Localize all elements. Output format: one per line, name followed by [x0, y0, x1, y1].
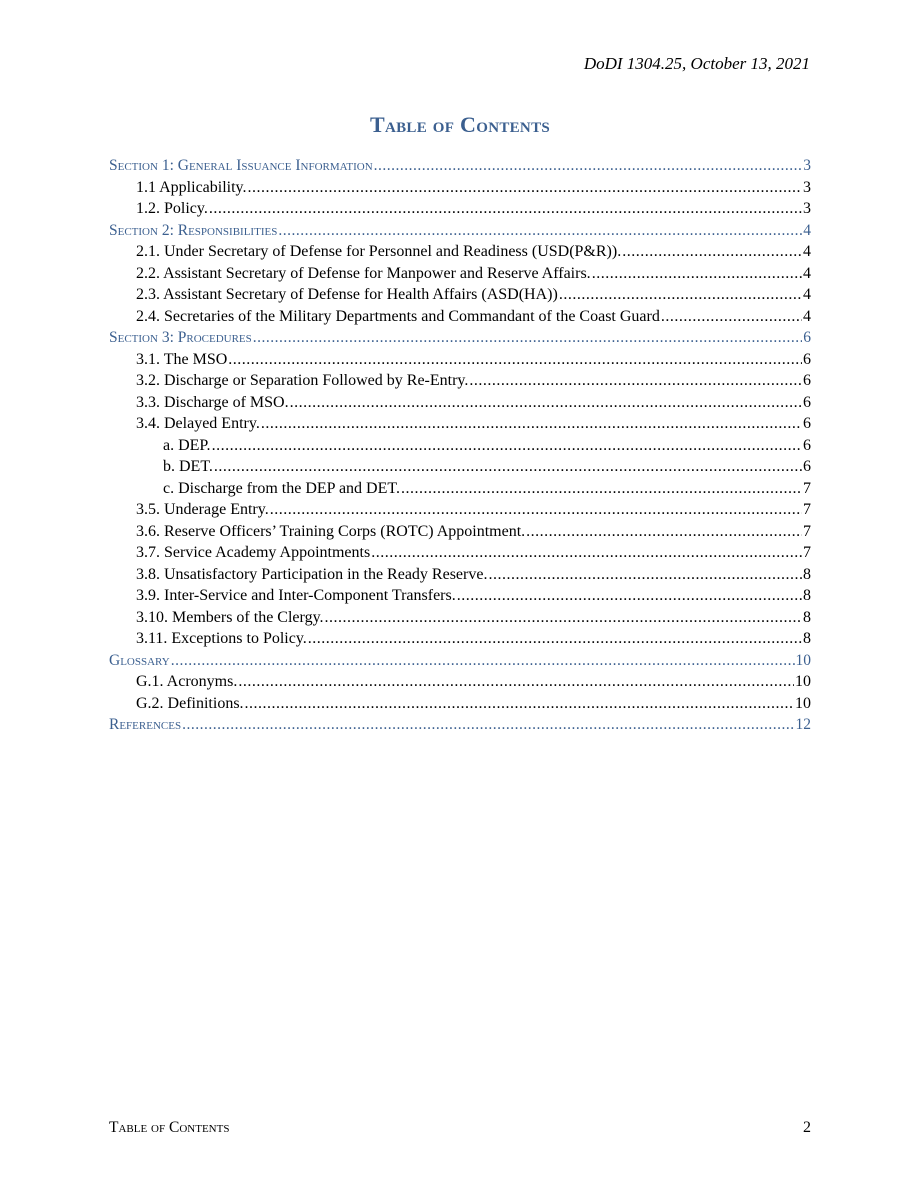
- toc-page-number: 7: [803, 501, 811, 518]
- toc-section-link[interactable]: [109, 329, 811, 351]
- toc-section-link[interactable]: [109, 652, 811, 674]
- toc-entry-link[interactable]: [109, 437, 811, 459]
- toc-section-link[interactable]: [109, 716, 811, 738]
- toc-entry-label: 3.6. Reserve Officers’ Training Corps (ROTC) Appointment.: [136, 522, 526, 540]
- toc-entry-label: 3.1. The MSO: [136, 350, 228, 368]
- dot-leader: [278, 222, 802, 240]
- toc-entry-link[interactable]: [109, 480, 811, 502]
- toc-entry-label: 3.4. Delayed Entry.: [136, 415, 260, 432]
- dot-leader: [171, 652, 795, 670]
- toc-page-number: 10: [795, 694, 811, 712]
- table-of-contents: [109, 157, 811, 738]
- dot-leader: [214, 458, 802, 476]
- toc-entry-link[interactable]: [109, 243, 811, 265]
- toc-entry-link[interactable]: [109, 630, 811, 652]
- dot-leader: [308, 630, 802, 648]
- dot-leader: [248, 179, 802, 197]
- toc-page-number: 4: [803, 221, 811, 239]
- toc-entry-label: 1.2. Policy.: [136, 200, 208, 217]
- toc-page-number: 6: [803, 436, 811, 454]
- toc-entry-label: 3.2. Discharge or Separation Followed by Re-Entry.: [136, 372, 469, 389]
- toc-page-number: 8: [803, 608, 811, 626]
- dot-leader: [622, 243, 802, 261]
- page-header: [584, 54, 810, 74]
- toc-entry-link[interactable]: [109, 673, 811, 695]
- dot-leader: [371, 544, 802, 562]
- toc-entry-label: 2.3. Assistant Secretary of Defense for Health Affairs (ASD(HA)): [136, 286, 558, 303]
- toc-entry-label: 3.5. Underage Entry.: [136, 501, 269, 518]
- toc-page-number: 7: [803, 522, 811, 540]
- toc-page-number: 8: [803, 630, 811, 647]
- toc-page-number: 4: [803, 264, 811, 282]
- toc-entry-label: 2.2. Assistant Secretary of Defense for Manpower and Reserve Affairs.: [136, 264, 591, 282]
- dot-leader: [253, 329, 802, 347]
- toc-entry-link[interactable]: [109, 179, 811, 201]
- dot-leader: [238, 673, 794, 691]
- toc-page-number: 10: [795, 651, 811, 669]
- toc-entry-link[interactable]: [109, 200, 811, 222]
- toc-entry-label: a. DEP.: [163, 436, 211, 454]
- toc-entry-link[interactable]: [109, 609, 811, 631]
- toc-entry-link[interactable]: [109, 372, 811, 394]
- toc-page-number: 4: [803, 243, 811, 260]
- dot-leader: [325, 609, 802, 627]
- dot-leader: [290, 394, 802, 412]
- toc-entry-label: 3.3. Discharge of MSO.: [136, 393, 289, 411]
- toc-entry-link[interactable]: [109, 587, 811, 609]
- toc-entry-label: 1.1 Applicability.: [136, 178, 247, 196]
- page-footer: [109, 1119, 811, 1137]
- toc-entry-label: 3.11. Exceptions to Policy.: [136, 630, 307, 647]
- toc-entry-label: c. Discharge from the DEP and DET.: [163, 479, 400, 497]
- toc-entry-link[interactable]: [109, 286, 811, 308]
- toc-entry-label: 3.10. Members of the Clergy.: [136, 608, 324, 626]
- toc-page-number: 12: [795, 716, 811, 733]
- toc-title: Table of Contents: [369, 112, 551, 137]
- toc-entry-link[interactable]: [109, 308, 811, 330]
- dot-leader: [374, 157, 803, 175]
- dot-leader: [209, 200, 802, 218]
- dot-leader: [559, 286, 802, 304]
- toc-page-number: 10: [795, 673, 811, 690]
- toc-entry-label: References: [109, 716, 182, 733]
- toc-entry-link[interactable]: [109, 523, 811, 545]
- toc-page-number: 4: [803, 286, 811, 303]
- toc-entry-label: 3.7. Service Academy Appointments: [136, 544, 371, 561]
- dot-leader: [401, 480, 802, 498]
- toc-page-number: 3: [803, 157, 811, 174]
- toc-page-number: 7: [803, 479, 811, 497]
- toc-page-number: 6: [803, 415, 811, 432]
- dot-leader: [261, 415, 802, 433]
- toc-entry-label: Section 1: General Issuance Information: [109, 157, 373, 174]
- toc-section-link[interactable]: [109, 157, 811, 179]
- toc-section-link[interactable]: [109, 222, 811, 244]
- toc-entry-label: 2.1. Under Secretary of Defense for Personnel and Readiness (USD(P&R)).: [136, 243, 622, 260]
- toc-entry-link[interactable]: [109, 501, 811, 523]
- toc-page-number: 6: [803, 372, 811, 389]
- document-id: DoDI 1304.25, October 13, 2021: [583, 54, 810, 73]
- toc-page-number: 8: [803, 565, 811, 583]
- footer-page-number: 2: [803, 1119, 811, 1136]
- toc-entry-label: G.1. Acronyms.: [136, 673, 238, 690]
- toc-entry-link[interactable]: [109, 544, 811, 566]
- dot-leader: [212, 437, 802, 455]
- dot-leader: [245, 695, 794, 713]
- toc-entry-label: b. DET.: [163, 458, 213, 475]
- toc-entry-link[interactable]: [109, 695, 811, 717]
- toc-entry-label: 2.4. Secretaries of the Military Departments and Commandant of the Coast Guard: [136, 307, 660, 325]
- dot-leader: [182, 716, 794, 734]
- toc-entry-label: 3.8. Unsatisfactory Participation in the Ready Reserve.: [136, 565, 488, 583]
- toc-page-number: 3: [803, 200, 811, 217]
- toc-page-number: 8: [803, 587, 811, 604]
- dot-leader: [270, 501, 802, 519]
- toc-page-number: 6: [803, 350, 811, 368]
- toc-page-number: 6: [803, 458, 811, 475]
- toc-entry-link[interactable]: [109, 566, 811, 588]
- toc-entry-label: Glossary: [109, 651, 170, 669]
- toc-page-number: 6: [803, 329, 811, 346]
- toc-entry-link[interactable]: [109, 265, 811, 287]
- toc-entry-link[interactable]: [109, 394, 811, 416]
- toc-page-number: 3: [803, 178, 811, 196]
- footer-section-name: Table of Contents: [109, 1119, 230, 1136]
- toc-entry-link[interactable]: [109, 415, 811, 437]
- dot-leader: [488, 566, 802, 584]
- toc-page-number: 4: [803, 307, 811, 325]
- toc-entry-link[interactable]: [109, 458, 811, 480]
- toc-entry-label: G.2. Definitions.: [136, 694, 244, 712]
- toc-entry-label: 3.9. Inter-Service and Inter-Component Transfers.: [136, 587, 456, 604]
- dot-leader: [457, 587, 802, 605]
- dot-leader: [526, 523, 802, 541]
- toc-entry-link[interactable]: [109, 351, 811, 373]
- toc-page-number: 6: [803, 393, 811, 411]
- dot-leader: [228, 351, 802, 369]
- toc-entry-label: Section 3: Procedures: [109, 329, 252, 346]
- dot-leader: [592, 265, 802, 283]
- toc-entry-label: Section 2: Responsibilities: [109, 221, 278, 239]
- dot-leader: [469, 372, 802, 390]
- toc-page-number: 7: [803, 544, 811, 561]
- dot-leader: [661, 308, 802, 326]
